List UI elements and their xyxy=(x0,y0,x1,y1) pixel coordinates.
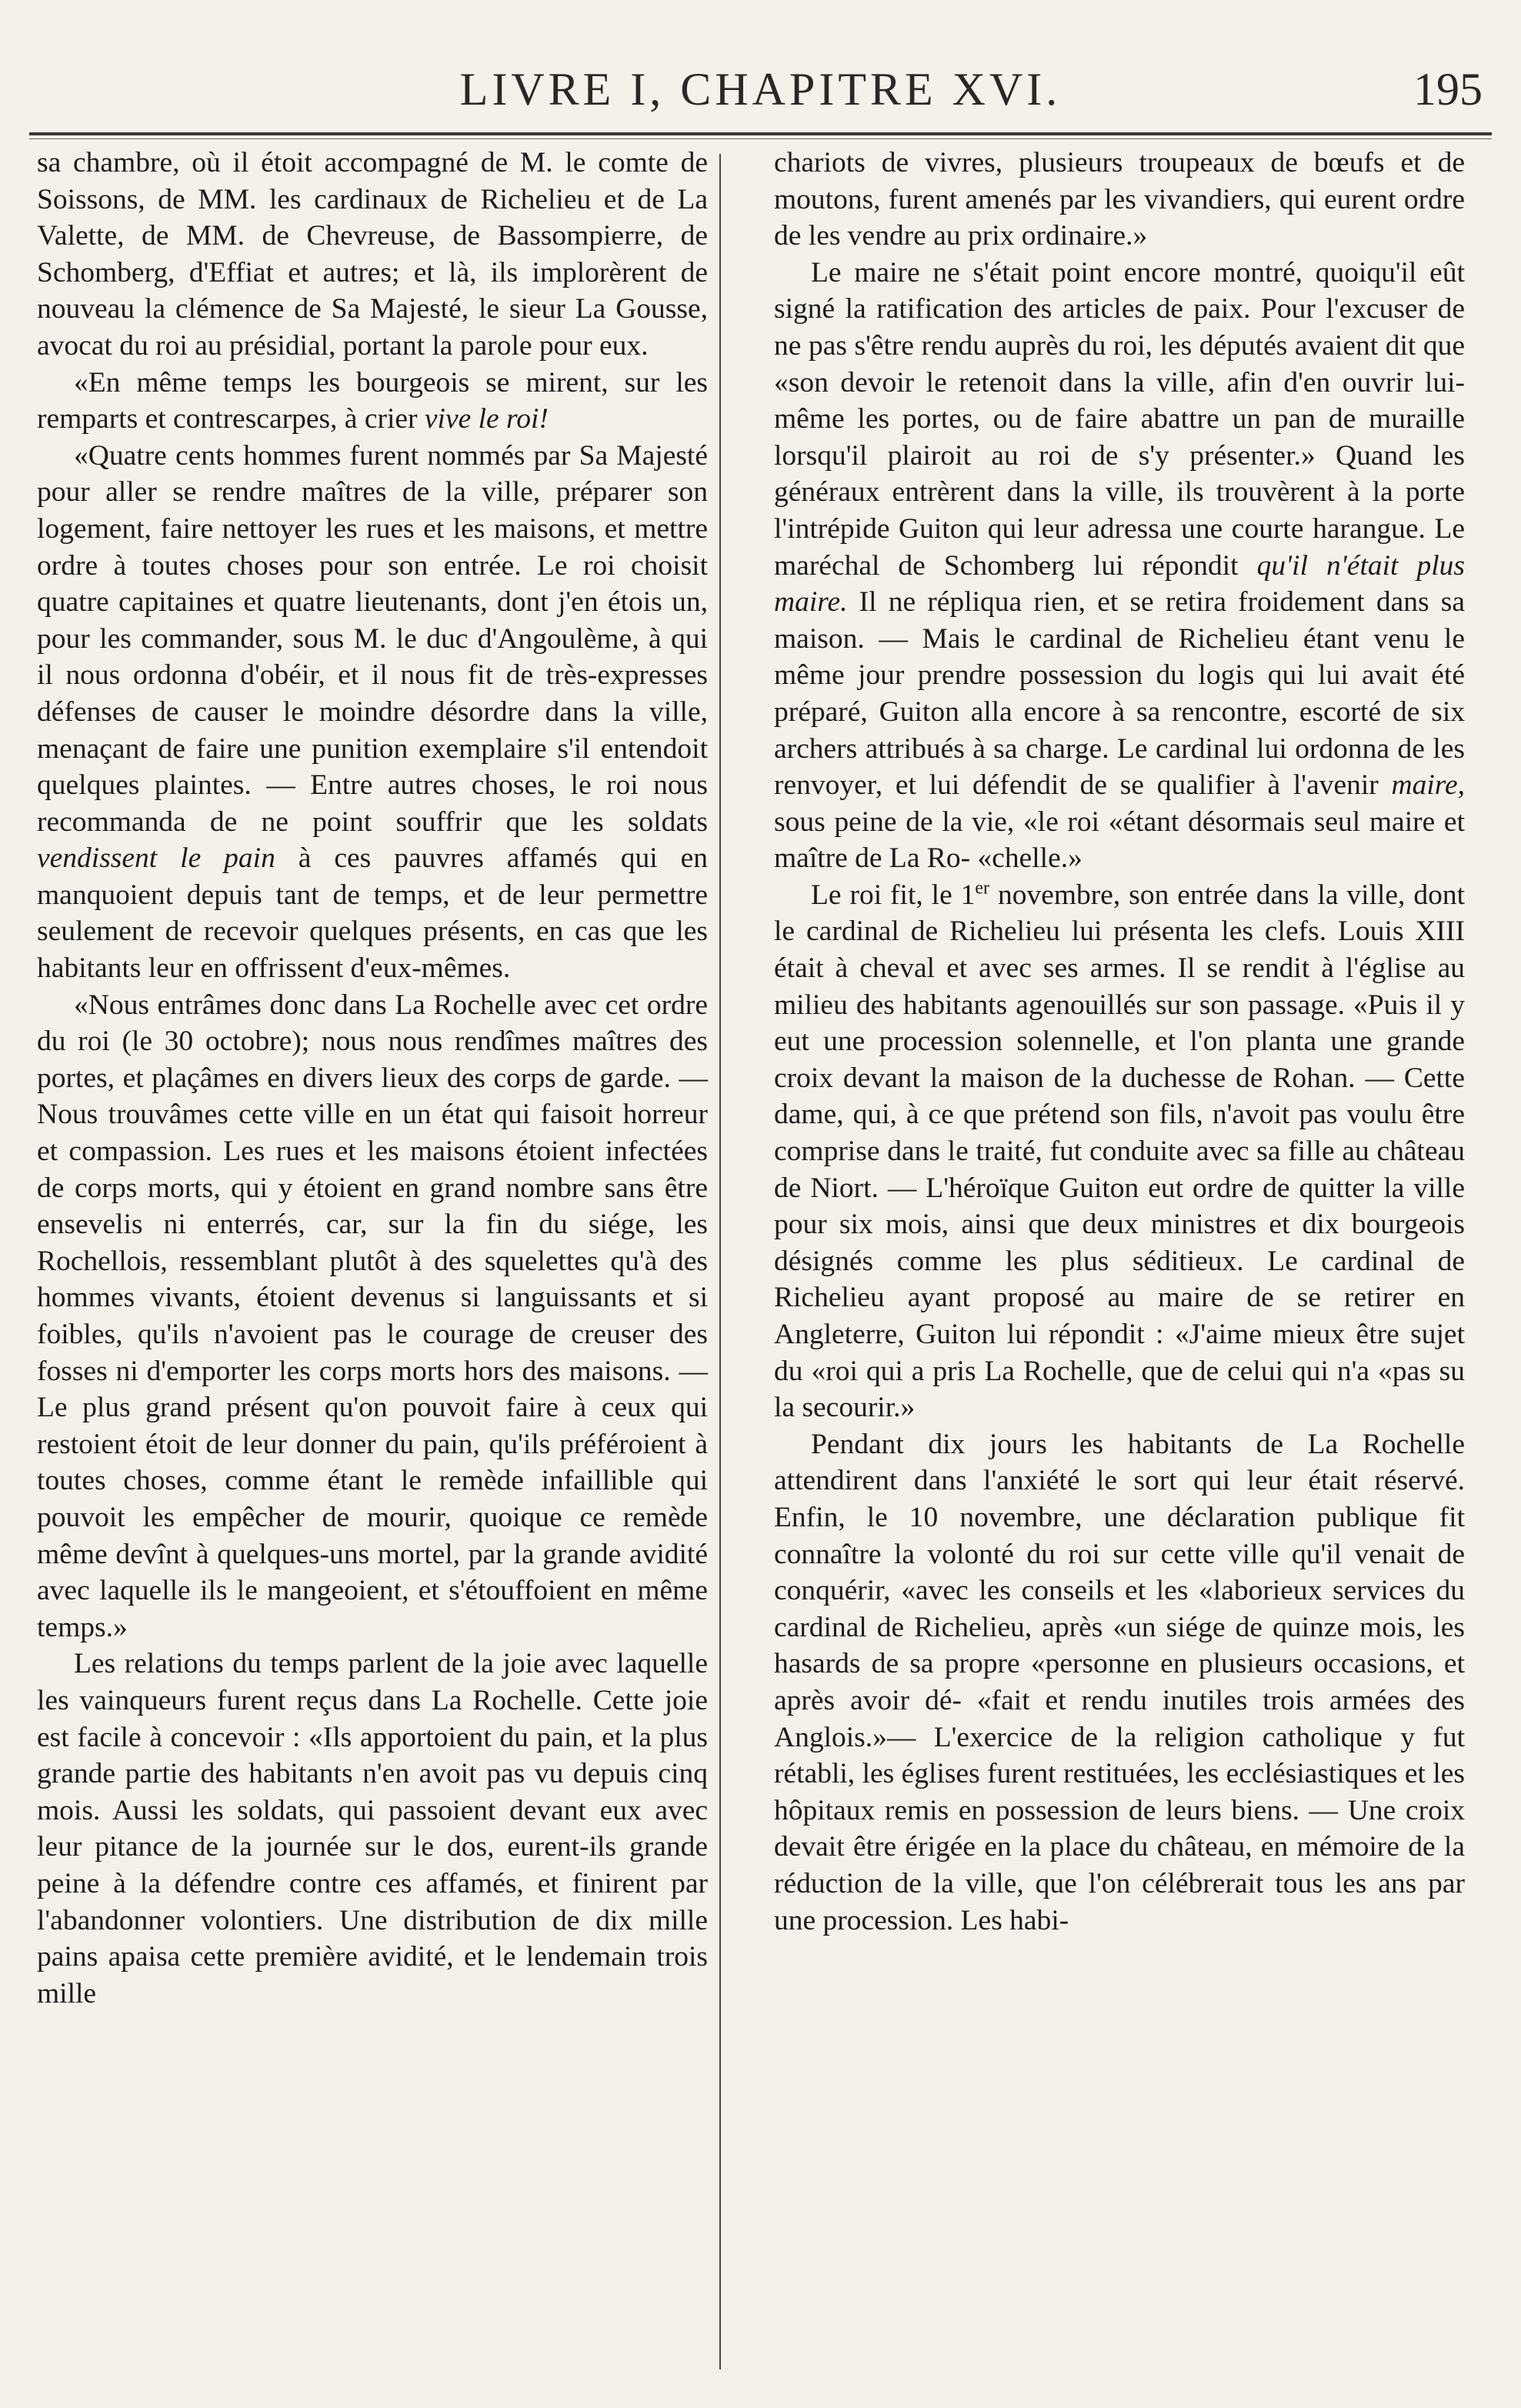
left-column xyxy=(37,145,708,2012)
text-run: Le maire ne s'était point encore montré, quoiqu'il eût signé la ratification des articles de paix. Pour l'excuser de ne pas s'être rendu auprès du roi, les députés avaient dit que «son devoir le retenoit dans la ville, afin d'en ouvrir lui-même les portes, ou de faire abattre un pan de muraille lorsqu'il plairoit au roi de s'y présenter.» Quand les généraux entrèrent dans la ville, ils trouvèrent à la porte l'intrépide Guiton qui leur adressa une courte harangue. Le maréchal de Schomberg lui répondit xyxy=(774,256,1465,582)
paragraph xyxy=(774,255,1465,877)
text-run: Pendant dix jours les habitants de La Rochelle attendirent dans l'anxiété le sort qui leur était réservé. Enfin, le 10 novembre, une déclaration publique fit connaître la volonté du roi sur cette ville qu'il venait de conquérir, «avec les conseils et les «laborieux services du cardinal de Richelieu, après «un siége de quinze mois, les hasards de sa propre «personne en plusieurs occasions, et après avoir dé- «fait et rendu inutiles trois armées des Anglois.»— L'exercice de la religion catholique y fut rétabli, les églises furent restituées, les ecclésiastiques et les hôpitaux remis en possession de leurs biens. — Une croix devait être érigée en la place du château, en mémoire de la réduction de la ville, que l'on célébrerait tous les ans par une procession. Les habi- xyxy=(774,1428,1465,1936)
text-run: «Nous entrâmes donc dans La Rochelle avec cet ordre du roi (le 30 octobre); nous nous rendîmes maîtres des portes, et plaçâmes en divers lieux des corps de garde. —Nous trouvâmes cette ville en un état qui faisoit horreur et compassion. Les rues et les maisons étoient infectées de corps morts, qui y étoient en grand nombre sans être ensevelis ni enterrés, car, sur la fin du siége, les Rochellois, ressemblant plutôt à des squelettes qu'à des hommes vivants, étoient devenus si languissants et si foibles, qu'ils n'avoient pas le courage de creuser des fosses ni d'emporter les corps morts hors des maisons. — Le plus grand présent qu'on pouvoit faire à ceux qui restoient étoit de leur donner du pain, qu'ils préféroient à toutes choses, comme étant le remède infaillible qui pouvoit les empêcher de mourir, quoique ce remède même devînt à quelques-uns mortel, par la grande avidité avec laquelle ils le mangeoient, et s'étouffoient en même temps.» xyxy=(37,989,708,1643)
paragraph xyxy=(37,987,708,1646)
paragraph xyxy=(37,1646,708,2012)
column-divider xyxy=(719,154,721,2370)
header-rule-thin xyxy=(29,138,1492,139)
paragraph xyxy=(774,145,1465,255)
text-run: Le roi fit, le 1 xyxy=(811,879,976,911)
italic-run: vendissent le pain xyxy=(37,842,275,875)
text-run: chariots de vivres, plusieurs troupeaux de bœufs et de moutons, furent amenés par les vivandiers, qui eurent ordre de les vendre au prix ordinaire.» xyxy=(774,147,1465,252)
page-header xyxy=(0,46,1521,115)
text-run: novembre, son entrée dans la ville, dont le cardinal de Richelieu lui présenta les clefs. Louis XIII était à cheval et avec ses armes. Il se rendit à l'église au milieu des habitants agenouillés sur son passage. «Puis il y eut une procession solennelle, et l'on planta une grande croix devant la maison de la duchesse de Rohan. — Cette dame, qui, à ce que prétend son fils, n'avoit pas voulu être comprise dans le traité, fut conduite avec sa fille au château de Niort. — L'héroïque Guiton eut ordre de quitter la ville pour six mois, ainsi que deux ministres et dix bourgeois désignés comme les plus séditieux. Le cardinal de Richelieu ayant proposé au maire de se retirer en Angleterre, Guiton lui répondit : «J'aime mieux être sujet du «roi qui a pris La Rochelle, que de celui qui n'a «pas su la secourir.» xyxy=(774,879,1465,1424)
text-run: Il ne répliqua rien, et se retira froidement dans sa maison. — Mais le cardinal de Richelieu étant venu le même jour prendre possession du logis qui lui avait été préparé, Guiton alla encore à sa rencontre, escorté de six archers attribués à sa charge. Le cardinal lui ordonna de les renvoyer, et lui défendit de se qualifier à l'avenir xyxy=(774,586,1465,802)
header-rule xyxy=(29,132,1492,135)
text-run: sa chambre, où il étoit accompagné de M. le comte de Soissons, de MM. les cardinaux de Richelieu et de La Valette, de MM. de Chevreuse, de Bassompierre, de Schomberg, d'Effiat et autres; et là, ils implorèrent de nouveau la clémence de Sa Majesté, le sieur La Gousse, avocat du roi au présidial, portant la parole pour eux. xyxy=(37,147,708,362)
superscript: er xyxy=(975,878,990,899)
italic-run: qu'il n'était plus maire. xyxy=(774,549,1465,619)
running-title: LIVRE I, CHAPITRE XVI. xyxy=(459,64,1062,115)
text-run: Les relations du temps parlent de la joie avec laquelle les vainqueurs furent reçus dans La Rochelle. Cette joie est facile à concevoir : «Ils apportoient du pain, et la plus grande partie des habitants n'en avoit pas vu depuis cinq mois. Aussi les soldats, qui passoient devant eux avec leur pitance de la journée sur le dos, eurent-ils grande peine à la défendre contre ces affamés, et finirent par l'abandonner volontiers. Une distribution de dix mille pains apaisa cette première avidité, et le lendemain trois mille xyxy=(37,1648,708,2009)
paragraph xyxy=(774,877,1465,1426)
right-column xyxy=(774,145,1465,1939)
page-number: 195 xyxy=(1413,64,1483,115)
italic-run: vive le roi! xyxy=(424,403,549,435)
italic-run: maire, xyxy=(1391,769,1465,802)
text-run: sous peine de la vie, «le roi «étant désormais seul maire et maître de La Ro- «chelle.» xyxy=(774,805,1465,875)
text-run: «Quatre cents hommes furent nommés par Sa Majesté pour aller se rendre maîtres de la ville, préparer son logement, faire nettoyer les rues et les maisons, et mettre ordre à toutes choses pour son entrée. Le roi choisit quatre capitaines et quatre lieutenants, dont j'en étois un, pour les commander, sous M. le duc d'Angoulème, à qui il nous ordonna d'obéir, et il nous fit de très-expresses défenses de causer le moindre désordre dans la ville, menaçant de faire une punition exemplaire s'il entendoit quelques plaintes. — Entre autres choses, le roi nous recommanda de ne point souffrir que les soldats xyxy=(37,439,708,838)
text-run: «En même temps les bourgeois se mirent, sur les remparts et contrescarpes, à crier xyxy=(37,366,708,435)
paragraph xyxy=(774,1426,1465,1939)
paragraph xyxy=(37,145,708,365)
paragraph xyxy=(37,438,708,987)
text-run: à ces pauvres affamés qui en manquoient depuis tant de temps, et de leur permettre seulement de recevoir quelques présents, en cas que les habitants leur en offrissent d'eux-mêmes. xyxy=(37,842,708,985)
paragraph xyxy=(37,365,708,438)
